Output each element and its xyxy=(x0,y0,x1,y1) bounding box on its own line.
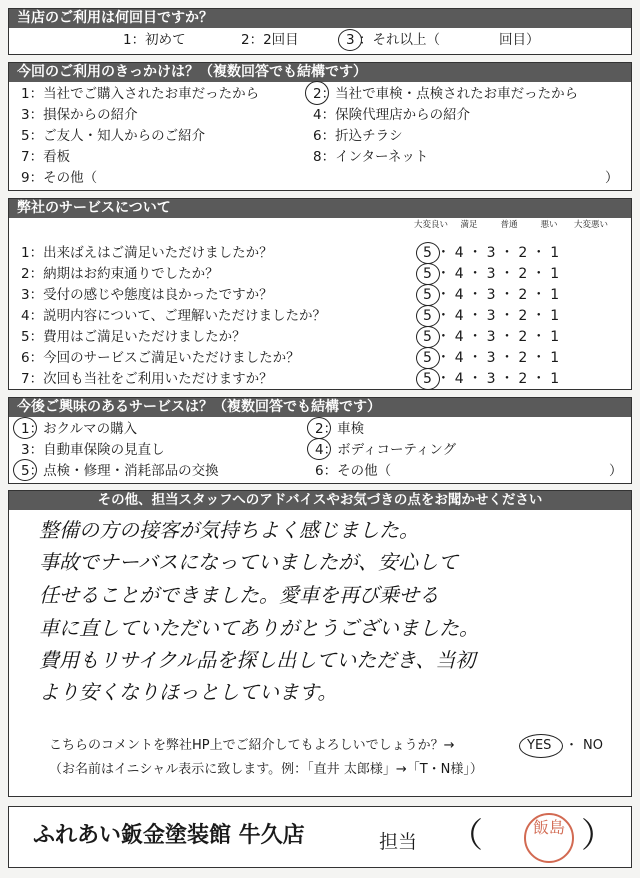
interest-section xyxy=(8,397,632,484)
trigger-section xyxy=(8,62,632,191)
trigger-item-9-close: ） xyxy=(605,170,619,186)
trigger-item-5[interactable]: 5：ご友人・知人からのご紹介 xyxy=(21,128,206,144)
service-rating-1[interactable]: 5 ・ 4 ・ 3 ・ 2 ・ 1 xyxy=(423,245,560,261)
consent-yes-circle xyxy=(519,734,563,758)
trigger-item-9[interactable]: 9：その他（ xyxy=(21,170,98,186)
service-question-7: 7：次回も当社をご利用いただけますか？ xyxy=(21,371,273,387)
rating-circle-3 xyxy=(416,284,440,306)
rating-circle-2 xyxy=(416,263,440,285)
service-question-2: 2：納期はお約束通りでしたか？ xyxy=(21,266,219,282)
comment-line-6: より安くなりほっとしています。 xyxy=(39,680,338,704)
service-question-3: 3：受付の感じや態度は良かったですか？ xyxy=(21,287,273,303)
rating-header-3: 普通 xyxy=(500,220,518,230)
visit-option-3[interactable]: ：それ以上（ xyxy=(359,32,440,48)
service-header: 弊社のサービスについて xyxy=(9,199,631,218)
trigger-item-1[interactable]: 1：当社でご購入されたお車だったから xyxy=(21,86,260,102)
trigger-item-4[interactable]: 4：保険代理店からの紹介 xyxy=(313,107,471,123)
consent-question: こちらのコメントを弊社HP上でご紹介してもよろしいでしょうか？→ xyxy=(49,738,455,753)
service-rating-5[interactable]: 5 ・ 4 ・ 3 ・ 2 ・ 1 xyxy=(423,329,560,345)
rating-header-4: 満足 xyxy=(460,220,478,230)
service-question-1: 1：出来ばえはご満足いただけましたか？ xyxy=(21,245,273,261)
comment-line-1: 整備の方の接客が気持ちよく感じました。 xyxy=(39,518,419,542)
interest-header: 今後ご興味のあるサービスは？（複数回答でも結構です） xyxy=(9,398,631,417)
service-rating-6[interactable]: 5 ・ 4 ・ 3 ・ 2 ・ 1 xyxy=(423,350,560,366)
visit-option-3-number: 3 xyxy=(346,32,355,48)
consent-no[interactable]: NO xyxy=(583,738,603,753)
interest-item-4[interactable]: 4：ボディコーティング xyxy=(315,442,457,458)
service-rating-3[interactable]: 5 ・ 4 ・ 3 ・ 2 ・ 1 xyxy=(423,287,560,303)
footer-box xyxy=(8,806,632,868)
rating-circle-4 xyxy=(416,305,440,327)
comments-section xyxy=(8,490,632,797)
consent-yes[interactable]: YES xyxy=(527,738,552,753)
staff-paren-open: （ xyxy=(449,816,483,856)
rating-circle-1 xyxy=(416,242,440,264)
interest-item-5[interactable]: 5：点検・修理・消耗部品の交換 xyxy=(21,463,219,479)
rating-circle-6 xyxy=(416,347,440,369)
interest-item-1-circle xyxy=(13,417,37,439)
service-rating-7[interactable]: 5 ・ 4 ・ 3 ・ 2 ・ 1 xyxy=(423,371,560,387)
interest-item-4-circle xyxy=(307,438,331,460)
trigger-header: 今回のご利用のきっかけは？（複数回答でも結構です） xyxy=(9,63,631,82)
rating-circle-5 xyxy=(416,326,440,348)
comment-line-3: 任せることができました。愛車を再び乗せる xyxy=(39,583,439,607)
trigger-item-3[interactable]: 3：損保からの紹介 xyxy=(21,107,138,123)
staff-stamp-text: 飯島 xyxy=(532,818,565,837)
interest-item-6-close: ） xyxy=(609,463,623,479)
interest-item-6[interactable]: 6：その他（ xyxy=(315,463,392,479)
interest-item-3[interactable]: 3：自動車保険の見直し xyxy=(21,442,165,458)
shop-name: ふれあい鈑金塗装館 牛久店 xyxy=(33,823,305,848)
interest-item-5-circle xyxy=(13,459,37,481)
trigger-item-2-circle xyxy=(305,81,329,105)
rating-circle-7 xyxy=(416,368,440,390)
service-rating-4[interactable]: 5 ・ 4 ・ 3 ・ 2 ・ 1 xyxy=(423,308,560,324)
consent-separator: ・ xyxy=(565,738,579,753)
rating-header-1: 大変悪い xyxy=(574,220,609,230)
consent-note: （お名前はイニシャル表示に致します。例：「直井 太郎様」→「T・N様」） xyxy=(49,762,483,777)
comment-line-5: 費用もリサイクル品を探し出していただき、当初 xyxy=(39,648,476,672)
service-question-4: 4：説明内容について、ご理解いただけましたか？ xyxy=(21,308,327,324)
service-question-6: 6：今回のサービスご満足いただけましたか？ xyxy=(21,350,300,366)
staff-label: 担当 xyxy=(379,831,418,853)
interest-item-1[interactable]: 1：おクルマの購入 xyxy=(21,421,138,437)
comment-line-2: 事故でナーバスになっていましたが、安心して xyxy=(39,550,458,574)
trigger-item-8[interactable]: 8：インターネット xyxy=(313,149,429,165)
trigger-item-7[interactable]: 7：看板 xyxy=(21,149,71,165)
service-section xyxy=(8,198,632,390)
trigger-item-6[interactable]: 6：折込チラシ xyxy=(313,128,403,144)
comments-header: その他、担当スタッフへのアドバイスやお気づきの点をお聞かせください xyxy=(9,491,631,510)
interest-item-2-circle xyxy=(307,417,331,439)
trigger-item-2[interactable]: 2：当社で車検・点検されたお車だったから xyxy=(313,86,579,102)
visit-count-header: 当店のご利用は何回目ですか？ xyxy=(9,9,631,28)
service-question-5: 5：費用はご満足いただけましたか？ xyxy=(21,329,246,345)
service-rating-2[interactable]: 5 ・ 4 ・ 3 ・ 2 ・ 1 xyxy=(423,266,560,282)
interest-item-2[interactable]: 2：車検 xyxy=(315,421,365,437)
rating-header-5: 大変良い xyxy=(414,220,449,230)
comment-line-4: 車に直していただいてありがとうございました。 xyxy=(39,616,479,640)
staff-stamp xyxy=(524,813,574,863)
staff-paren-close: ） xyxy=(581,816,615,856)
visit-count-section xyxy=(8,8,632,55)
visit-option-2[interactable]: 2：2回目 xyxy=(241,32,299,48)
visit-option-1[interactable]: 1：初めて xyxy=(123,32,186,48)
visit-option-3-suffix: 回目） xyxy=(499,32,540,48)
rating-header-2: 悪い xyxy=(540,220,558,230)
